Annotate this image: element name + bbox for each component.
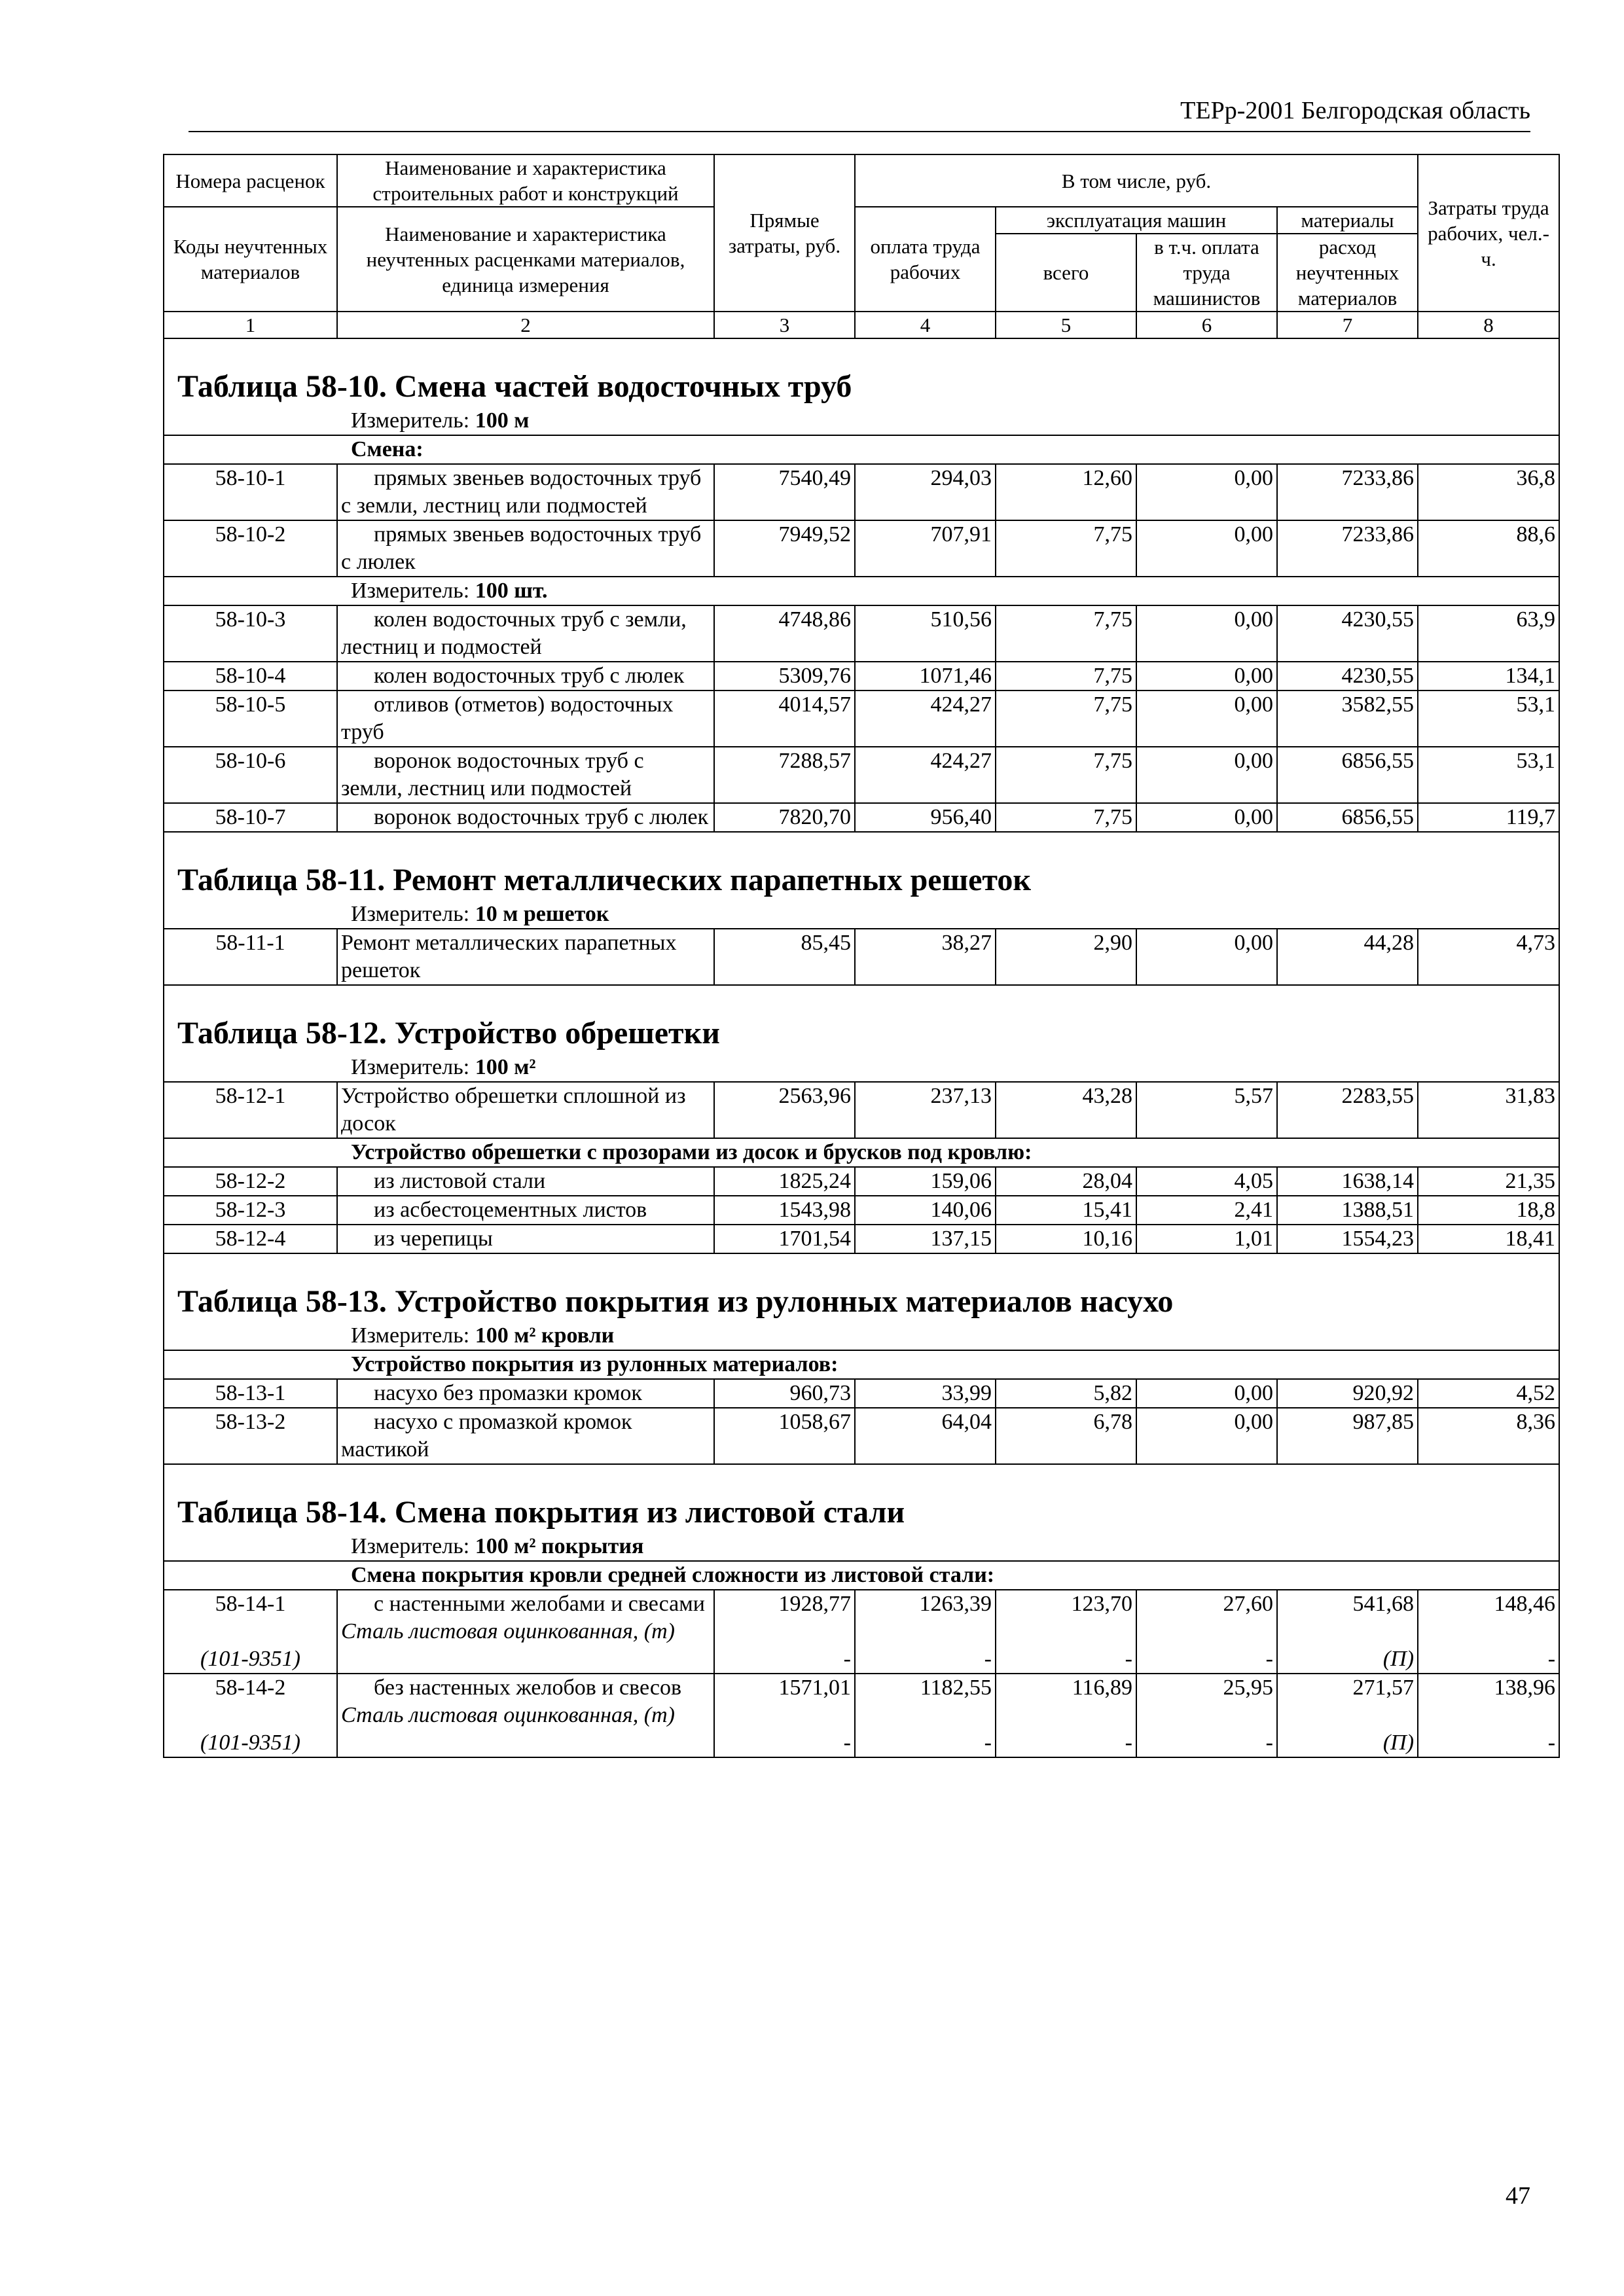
work-name: из листовой стали [337, 1167, 714, 1196]
table-row [164, 929, 1559, 985]
labor-hours: 8,36 [1418, 1408, 1559, 1464]
machinists-pay: 1,01 [1136, 1225, 1277, 1253]
machinists-pay: 2,41 [1136, 1196, 1277, 1225]
table-row [164, 1082, 1559, 1138]
work-name: из асбестоцементных листов [337, 1196, 714, 1225]
material-name: Сталь листовая оцинкованная, (т) [341, 1619, 675, 1643]
machinists-pay: 0,00 [1136, 520, 1277, 577]
work-name [337, 1590, 714, 1674]
materials [1277, 1674, 1418, 1757]
labor-hours: 18,41 [1418, 1225, 1559, 1253]
labor-hours: 53,1 [1418, 691, 1559, 747]
labor-pay: 1071,46 [855, 662, 996, 691]
table-row [164, 662, 1559, 691]
machines-total: 7,75 [996, 803, 1136, 832]
table-row [164, 1674, 1559, 1757]
table-row [164, 1196, 1559, 1225]
work-name: насухо без промазки кромок [337, 1379, 714, 1408]
section-title: Таблица 58-11. Ремонт металлических парапетных решеток [164, 832, 1559, 901]
direct-costs [714, 1590, 855, 1674]
measure-unit [164, 407, 1559, 435]
materials: 987,85 [1277, 1408, 1418, 1464]
section-title: Таблица 58-14. Смена покрытия из листовой стали [164, 1464, 1559, 1533]
subsection-heading: Устройство покрытия из рулонных материалов: [164, 1350, 1559, 1379]
document-title: ТЕРр-2001 Белгородская область [1180, 97, 1530, 124]
machinists-pay: 5,57 [1136, 1082, 1277, 1138]
machines-total: 12,60 [996, 464, 1136, 520]
labor-pay: 38,27 [855, 929, 996, 985]
machinists-pay: 0,00 [1136, 662, 1277, 691]
measure-value: 100 м² покрытия [475, 1534, 644, 1558]
labor-hours: 88,6 [1418, 520, 1559, 577]
labor-pay: 64,04 [855, 1408, 996, 1464]
header-codes-top: Номера расценок [164, 154, 337, 207]
direct-costs: 1825,24 [714, 1167, 855, 1196]
direct-costs: 7820,70 [714, 803, 855, 832]
machinists-pay: 0,00 [1136, 929, 1277, 985]
measure-unit [164, 1054, 1559, 1082]
labor-hours: 134,1 [1418, 662, 1559, 691]
work-name: прямых звеньев водосточных труб с земли, лестниц или подмостей [337, 464, 714, 520]
machines-total: 5,82 [996, 1379, 1136, 1408]
measure-value: 100 шт. [475, 579, 548, 603]
rate-code: 58-10-7 [164, 803, 337, 832]
header-machines: эксплуатация машин [996, 207, 1277, 234]
machinists-pay: 0,00 [1136, 1408, 1277, 1464]
materials: 7233,86 [1277, 520, 1418, 577]
machines-total: 6,78 [996, 1408, 1136, 1464]
rate-code: 58-12-1 [164, 1082, 337, 1138]
rate-code [164, 1590, 337, 1674]
direct-costs: 1701,54 [714, 1225, 855, 1253]
subsection-heading: Устройство обрешетки с прозорами из досок и брусков под кровлю: [164, 1138, 1559, 1167]
section-title: Таблица 58-13. Устройство покрытия из рулонных материалов насухо [164, 1253, 1559, 1322]
materials-value: 541,68 [1352, 1592, 1415, 1616]
direct-costs: 4748,86 [714, 605, 855, 662]
materials: 3582,55 [1277, 691, 1418, 747]
labor-pay: 294,03 [855, 464, 996, 520]
work-name: колен водосточных труб с земли, лестниц и подмостей [337, 605, 714, 662]
machinists-pay-value: 27,60 [1223, 1592, 1273, 1616]
direct-costs: 7949,52 [714, 520, 855, 577]
materials [1277, 1590, 1418, 1674]
table-row [164, 803, 1559, 832]
materials: 6856,55 [1277, 747, 1418, 803]
materials: 7233,86 [1277, 464, 1418, 520]
material-machinists-pay: - [1265, 1731, 1273, 1755]
labor-pay: 510,56 [855, 605, 996, 662]
table-header [164, 154, 1559, 338]
rate-code: 58-12-3 [164, 1196, 337, 1225]
direct-costs: 2563,96 [714, 1082, 855, 1138]
labor-hours: 4,52 [1418, 1379, 1559, 1408]
header-materials-unaccounted: расход неучтенных материалов [1277, 234, 1418, 312]
section-58-13 [164, 1253, 1559, 1464]
header-rule [189, 131, 1530, 132]
material-code: (101-9351) [200, 1731, 300, 1755]
direct-costs-value: 1928,77 [778, 1592, 851, 1616]
header-codes-bottom: Коды неучтенных материалов [164, 207, 337, 312]
labor-pay: 237,13 [855, 1082, 996, 1138]
table-row [164, 691, 1559, 747]
measure-value: 100 м [475, 408, 530, 433]
page-number: 47 [1506, 2182, 1530, 2210]
section-title: Таблица 58-10. Смена частей водосточных труб [164, 338, 1559, 407]
measure-value: 100 м² [475, 1055, 536, 1079]
header-materials: материалы [1277, 207, 1418, 234]
work-name: колен водосточных труб с люлек [337, 662, 714, 691]
material-direct-costs: - [843, 1731, 851, 1755]
material-labor-hours: - [1547, 1731, 1556, 1755]
table-row [164, 605, 1559, 662]
header-machinists-pay: в т.ч. оплата труда машинистов [1136, 234, 1277, 312]
table-row [164, 1379, 1559, 1408]
measure-unit [164, 901, 1559, 929]
header-num-6: 6 [1136, 312, 1277, 338]
machines-total: 10,16 [996, 1225, 1136, 1253]
header-num-7: 7 [1277, 312, 1418, 338]
work-name: отливов (отметов) водосточных труб [337, 691, 714, 747]
machines-total: 7,75 [996, 691, 1136, 747]
labor-pay: 707,91 [855, 520, 996, 577]
rate-code: 58-10-1 [164, 464, 337, 520]
direct-costs: 1058,67 [714, 1408, 855, 1464]
section-58-12 [164, 985, 1559, 1253]
materials: 1554,23 [1277, 1225, 1418, 1253]
materials: 6856,55 [1277, 803, 1418, 832]
machinists-pay: 0,00 [1136, 1379, 1277, 1408]
header-name-bottom: Наименование и характеристика неучтенных расценками материалов, единица измерения [337, 207, 714, 312]
rate-code: 58-10-5 [164, 691, 337, 747]
header-num-8: 8 [1418, 312, 1559, 338]
labor-hours-value: 148,46 [1494, 1592, 1556, 1616]
section-58-11 [164, 832, 1559, 985]
direct-costs: 4014,57 [714, 691, 855, 747]
machines-total-value: 123,70 [1071, 1592, 1132, 1616]
labor-pay: 424,27 [855, 747, 996, 803]
rate-code: 58-10-2 [164, 520, 337, 577]
header-num-2: 2 [337, 312, 714, 338]
labor-pay: 159,06 [855, 1167, 996, 1196]
material-labor-pay: - [984, 1731, 992, 1755]
rate-code-value: 58-14-1 [215, 1592, 286, 1616]
material-code: (101-9351) [200, 1647, 300, 1671]
machinists-pay: 0,00 [1136, 747, 1277, 803]
section-title: Таблица 58-12. Устройство обрешетки [164, 985, 1559, 1054]
measure-value: 100 м² кровли [475, 1323, 615, 1348]
header-num-1: 1 [164, 312, 337, 338]
measure-unit [164, 1533, 1559, 1561]
work-name: воронок водосточных труб с люлек [337, 803, 714, 832]
material-consumption: (П) [1382, 1647, 1415, 1671]
rate-code: 58-13-1 [164, 1379, 337, 1408]
machinists-pay: 4,05 [1136, 1167, 1277, 1196]
labor-hours: 53,1 [1418, 747, 1559, 803]
labor-pay [855, 1590, 996, 1674]
material-machines-total: - [1125, 1647, 1132, 1671]
table-row [164, 520, 1559, 577]
materials: 4230,55 [1277, 605, 1418, 662]
measure-label: Измеритель: [351, 1055, 470, 1079]
labor-hours: 4,73 [1418, 929, 1559, 985]
work-name: Ремонт металлических парапетных решеток [337, 929, 714, 985]
table-row [164, 1167, 1559, 1196]
machines-total [996, 1674, 1136, 1757]
labor-pay: 137,15 [855, 1225, 996, 1253]
machines-total-value: 116,89 [1072, 1676, 1132, 1700]
labor-pay: 140,06 [855, 1196, 996, 1225]
measure-unit [164, 1322, 1559, 1350]
labor-hours-value: 138,96 [1494, 1676, 1556, 1700]
machines-total [996, 1590, 1136, 1674]
machines-total: 7,75 [996, 662, 1136, 691]
direct-costs: 85,45 [714, 929, 855, 985]
table-row [164, 464, 1559, 520]
machinists-pay-value: 25,95 [1223, 1676, 1273, 1700]
work-name-value: без настенных желобов и свесов [374, 1676, 682, 1700]
table-row [164, 1408, 1559, 1464]
materials: 920,92 [1277, 1379, 1418, 1408]
machinists-pay: 0,00 [1136, 803, 1277, 832]
machines-total: 28,04 [996, 1167, 1136, 1196]
labor-hours: 36,8 [1418, 464, 1559, 520]
measure-label: Измеритель: [351, 1323, 470, 1348]
labor-pay-value: 1263,39 [919, 1592, 992, 1616]
work-name: воронок водосточных труб с земли, лестниц или подмостей [337, 747, 714, 803]
header-labor: Затраты труда рабочих, чел.-ч. [1418, 154, 1559, 312]
labor-pay: 956,40 [855, 803, 996, 832]
subsection-heading: Смена покрытия кровли средней сложности из листовой стали: [164, 1561, 1559, 1590]
rate-code: 58-12-2 [164, 1167, 337, 1196]
machinists-pay: 0,00 [1136, 605, 1277, 662]
header-incl: В том числе, руб. [855, 154, 1418, 207]
labor-hours: 63,9 [1418, 605, 1559, 662]
labor-pay [855, 1674, 996, 1757]
material-name: Сталь листовая оцинкованная, (т) [341, 1703, 675, 1727]
labor-pay: 424,27 [855, 691, 996, 747]
header-name-top: Наименование и характеристика строительных работ и конструкций [337, 154, 714, 207]
header-num-5: 5 [996, 312, 1136, 338]
work-name: прямых звеньев водосточных труб с люлек [337, 520, 714, 577]
machines-total: 7,75 [996, 520, 1136, 577]
price-table [163, 154, 1560, 1758]
machinists-pay: 0,00 [1136, 691, 1277, 747]
rate-code: 58-10-6 [164, 747, 337, 803]
material-consumption: (П) [1382, 1731, 1415, 1755]
table-row [164, 1225, 1559, 1253]
direct-costs: 960,73 [714, 1379, 855, 1408]
measure-label: Измеритель: [351, 902, 470, 926]
measure-label: Измеритель: [351, 1534, 470, 1558]
materials: 1638,14 [1277, 1167, 1418, 1196]
materials: 4230,55 [1277, 662, 1418, 691]
machines-total: 15,41 [996, 1196, 1136, 1225]
material-labor-pay: - [984, 1647, 992, 1671]
section-58-14 [164, 1464, 1559, 1757]
machinists-pay [1136, 1674, 1277, 1757]
section-58-10 [164, 338, 1559, 832]
machines-total: 7,75 [996, 605, 1136, 662]
materials: 2283,55 [1277, 1082, 1418, 1138]
material-machinists-pay: - [1265, 1647, 1273, 1671]
materials: 44,28 [1277, 929, 1418, 985]
measure-label: Измеритель: [351, 579, 470, 603]
labor-pay: 33,99 [855, 1379, 996, 1408]
work-name: насухо с промазкой кромок мастикой [337, 1408, 714, 1464]
labor-hours: 119,7 [1418, 803, 1559, 832]
direct-costs [714, 1674, 855, 1757]
direct-costs: 1543,98 [714, 1196, 855, 1225]
direct-costs: 7540,49 [714, 464, 855, 520]
material-labor-hours: - [1547, 1647, 1556, 1671]
table-row [164, 1590, 1559, 1674]
rate-code: 58-10-3 [164, 605, 337, 662]
direct-costs-value: 1571,01 [778, 1676, 851, 1700]
machines-total: 43,28 [996, 1082, 1136, 1138]
machines-total: 2,90 [996, 929, 1136, 985]
direct-costs: 5309,76 [714, 662, 855, 691]
labor-hours: 21,35 [1418, 1167, 1559, 1196]
labor-pay-value: 1182,55 [920, 1676, 992, 1700]
rate-code: 58-13-2 [164, 1408, 337, 1464]
materials: 1388,51 [1277, 1196, 1418, 1225]
rate-code-value: 58-14-2 [215, 1676, 286, 1700]
measure-label: Измеритель: [351, 408, 470, 433]
work-name: из черепицы [337, 1225, 714, 1253]
labor-hours: 18,8 [1418, 1196, 1559, 1225]
work-name: Устройство обрешетки сплошной из досок [337, 1082, 714, 1138]
labor-hours [1418, 1590, 1559, 1674]
machinists-pay: 0,00 [1136, 464, 1277, 520]
direct-costs: 7288,57 [714, 747, 855, 803]
materials-value: 271,57 [1352, 1676, 1415, 1700]
header-machines-total: всего [996, 234, 1136, 312]
material-direct-costs: - [843, 1647, 851, 1671]
header-num-3: 3 [714, 312, 855, 338]
rate-code: 58-11-1 [164, 929, 337, 985]
machinists-pay [1136, 1590, 1277, 1674]
header-num-4: 4 [855, 312, 996, 338]
header-labor-pay: оплата труда рабочих [855, 207, 996, 312]
rate-code: 58-10-4 [164, 662, 337, 691]
work-name-value: с настенными желобами и свесами [374, 1592, 705, 1616]
measure-value: 10 м решеток [475, 902, 609, 926]
labor-hours: 31,83 [1418, 1082, 1559, 1138]
table-row [164, 747, 1559, 803]
machines-total: 7,75 [996, 747, 1136, 803]
labor-hours [1418, 1674, 1559, 1757]
rate-code: 58-12-4 [164, 1225, 337, 1253]
header-direct-costs: Прямые затраты, руб. [714, 154, 855, 312]
measure-unit-2 [164, 577, 1559, 605]
subsection-heading: Смена: [164, 435, 1559, 464]
material-machines-total: - [1125, 1731, 1132, 1755]
rate-code [164, 1674, 337, 1757]
work-name [337, 1674, 714, 1757]
